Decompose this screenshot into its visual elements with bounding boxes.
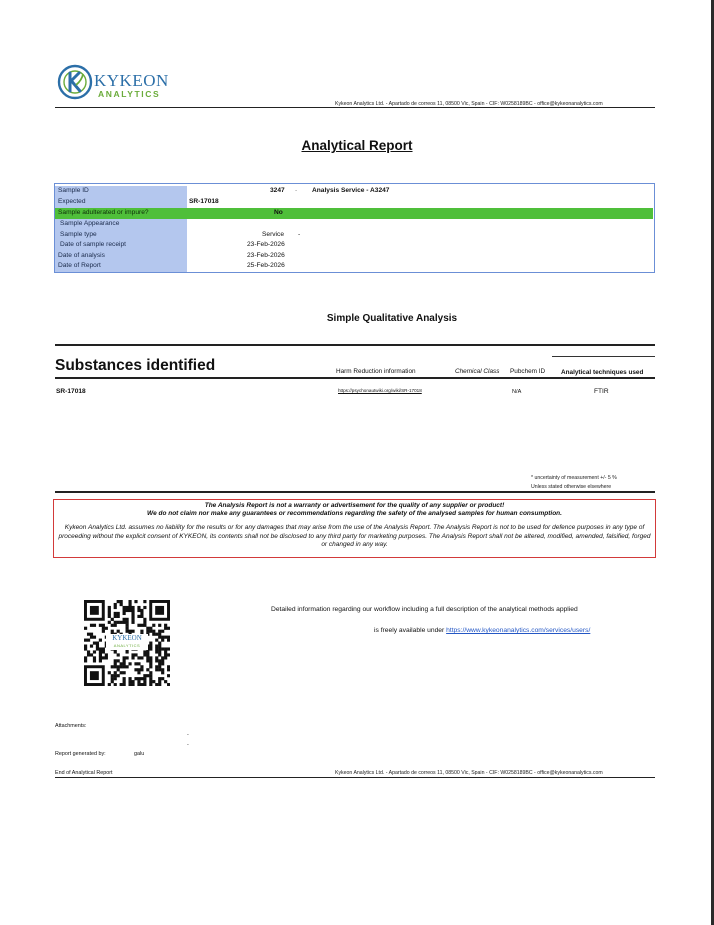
- generated-by-label: Report generated by:: [55, 751, 106, 757]
- attachment-dash-2: -: [187, 742, 189, 748]
- analysis-service-label: Analysis Service - A3247: [312, 187, 390, 194]
- substances-header-rule: [55, 377, 655, 379]
- disclaimer-body: Kykeon Analytics Ltd. assumes no liability for the results or for any damages that may arise from the use of the Analysis Report. The Analysis Report is not to be used for defence purposes in any type of proceeding without the explicit consent of KYKEON, its contents shall not be disclosed to any third party for marketing purposes. The Analysis Report shall not be altered, modified, amended, falsified, forged or changed in any way.: [58, 524, 651, 548]
- analysis-date-row: [55, 251, 653, 262]
- technique-value: FTIR: [594, 388, 609, 395]
- sample-info-table: [54, 183, 655, 273]
- techniques-top-rule: [552, 356, 655, 357]
- col-harm-reduction: Harm Reduction information: [336, 368, 416, 375]
- section-title: Simple Qualitative Analysis: [326, 313, 458, 324]
- unless-stated-note: Unless stated otherwise elsewhere: [531, 484, 612, 490]
- logo-wordmark: KYKEON: [94, 71, 169, 90]
- receipt-row: [55, 240, 653, 251]
- analysis-date-label: Date of analysis: [55, 251, 187, 262]
- appearance-row: [55, 219, 653, 230]
- sample-id-dash: -: [295, 187, 298, 194]
- services-link[interactable]: https://www.kykeonanalytics.com/services/users/: [446, 627, 591, 634]
- disclaimer-box: [53, 499, 656, 558]
- col-chemical-class: Chemical Class: [455, 368, 500, 375]
- receipt-value: 23-Feb-2026: [247, 241, 285, 248]
- sample-type-label: Sample type: [55, 230, 187, 241]
- col-analytical-techniques: Analytical techniques used: [561, 369, 644, 376]
- footer-address: Kykeon Analytics Ltd. - Apartado de correos 11, 08500 Vic, Spain - CIF: W0258189BC - office@kykeonanalytics.com: [335, 770, 603, 776]
- pubchem-value: N/A: [512, 389, 522, 395]
- adulterated-value: No: [274, 209, 283, 216]
- end-of-report: End of Analytical Report: [55, 770, 113, 776]
- substance-name: SR-17018: [56, 388, 86, 395]
- page-title: Analytical Report: [301, 138, 413, 153]
- disclaimer-line-2: We do not claim nor make any guarantees or recommendations regarding the safety of the analysed samples for human consumption.: [147, 510, 562, 518]
- info-availability: is freely available under https://www.kykeonanalytics.com/services/users/: [374, 627, 591, 634]
- adulterated-row: [55, 208, 653, 219]
- attachments-label: Attachments:: [55, 723, 87, 729]
- sample-type-value: Service: [262, 230, 284, 238]
- info-text: Detailed information regarding our workflow including a full description of the analytical methods applied: [271, 606, 578, 613]
- logo-subtitle: ANALYTICS: [98, 89, 161, 99]
- sample-type-dash: -: [298, 230, 301, 238]
- expected-row: [55, 197, 653, 208]
- attachment-dash-1: -: [187, 732, 189, 738]
- report-date-label: Date of Report: [55, 261, 187, 272]
- substances-top-rule: [55, 344, 655, 346]
- expected-value: SR-17018: [189, 198, 219, 205]
- report-date-row: [55, 261, 653, 272]
- sample-id-value: 3247: [270, 187, 285, 194]
- footer-rule: [55, 777, 655, 778]
- report-date-value: 25-Feb-2026: [247, 262, 285, 269]
- analysis-date-value: 23-Feb-2026: [247, 251, 285, 259]
- sample-id-row: [55, 186, 653, 197]
- expected-label: Expected: [55, 197, 187, 208]
- generated-by-value: galu: [134, 751, 145, 757]
- adulterated-label: Sample adulterated or impure?: [55, 208, 187, 219]
- uncertainty-note: * uncertainty of measurement +/- 5 %: [531, 475, 617, 481]
- header-address: Kykeon Analytics Ltd. - Apartado de correos 11, 08500 Vic, Spain - CIF: W0258189BC - office@kykeonanalytics.com: [335, 101, 603, 107]
- logo-mark-icon: [56, 62, 96, 102]
- kykeon-logo: [56, 62, 176, 106]
- header-rule: [55, 107, 655, 108]
- sample-type-row: [55, 230, 653, 241]
- disclaimer-line-1: The Analysis Report is not a warranty or advertisement for the quality of any supplier or product!: [204, 502, 505, 509]
- col-pubchem-id: Pubchem ID: [510, 368, 546, 375]
- sample-id-label: Sample ID: [55, 186, 187, 197]
- receipt-label: Date of sample receipt: [55, 240, 187, 251]
- substances-bottom-rule: [55, 491, 655, 493]
- qr-code: [84, 600, 170, 686]
- substances-title: Substances identified: [55, 357, 216, 374]
- qr-logo: KYKEON ANALYTICS: [106, 634, 148, 650]
- harm-reduction-link[interactable]: https://psychonautwiki.org/wiki/SR-17018: [338, 388, 422, 393]
- appearance-label: Sample Appearance: [55, 219, 187, 230]
